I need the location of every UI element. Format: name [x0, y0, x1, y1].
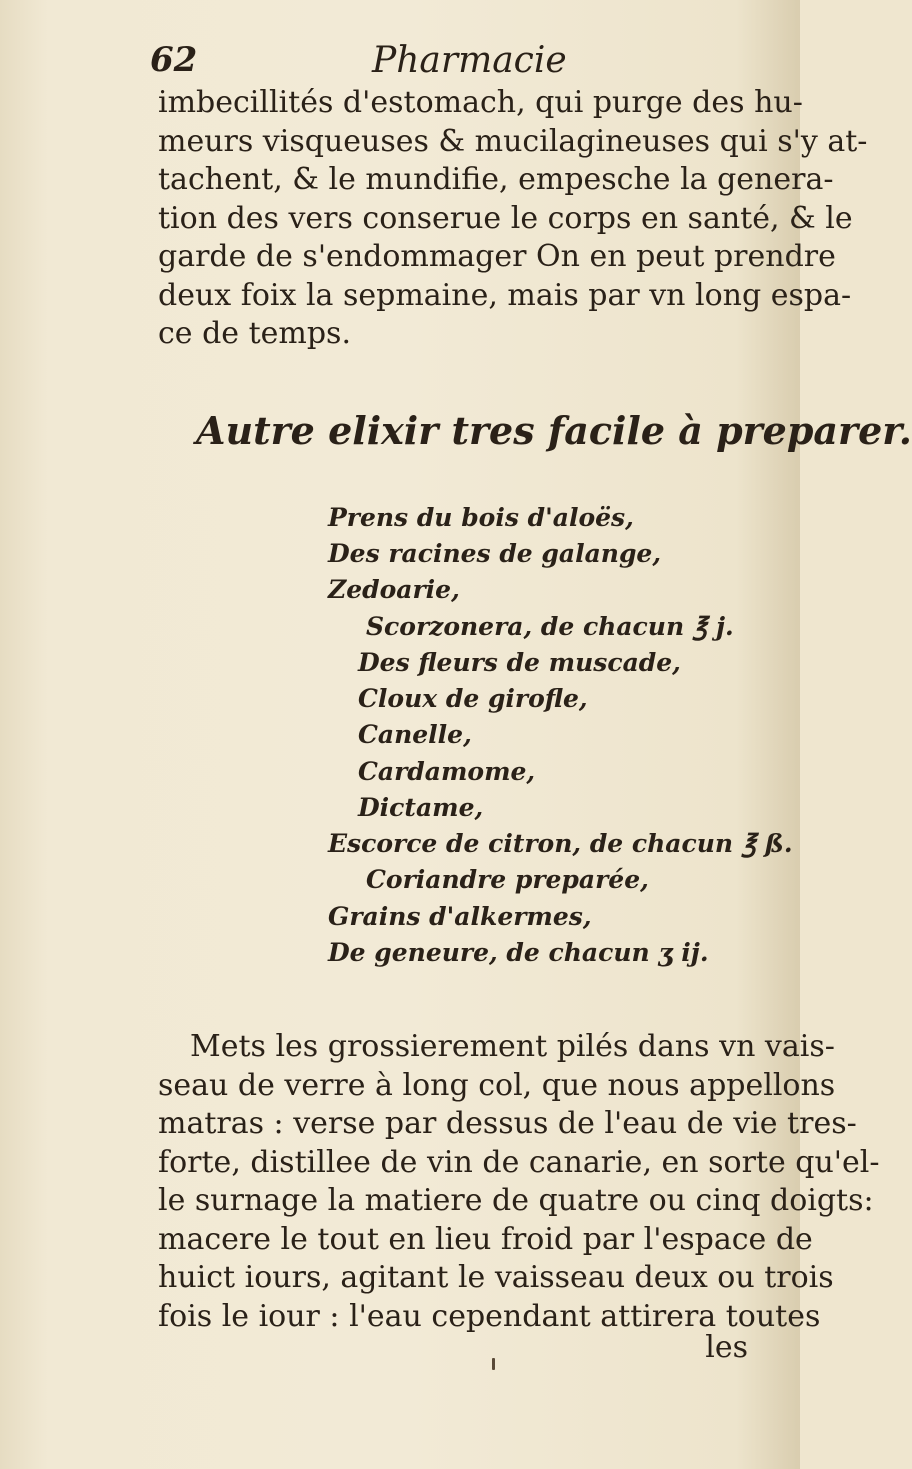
ingredient-line: Grains d'alkermes, [328, 902, 592, 931]
ingredient-line: Cloux de girofle, [358, 684, 588, 713]
ingredient-line: Cardamome, [358, 757, 536, 786]
running-head: Pharmacie [372, 40, 567, 81]
text-line: meurs visqueuses & mucilagineuses qui s'y at- [158, 123, 868, 159]
text-line: macere le tout en lieu froid par l'espace de [158, 1221, 813, 1257]
ingredient-line: Escorce de citron, de chacun ℥ ß. [328, 829, 793, 858]
ingredient-line: Coriandre preparée, [366, 865, 649, 894]
ingredient-line: Scorzonera, de chacun ℥ j. [366, 612, 734, 641]
text-line: ce de temps. [158, 316, 351, 351]
text-line: deux foix la sepmaine, mais par vn long espa- [158, 277, 852, 313]
ink-mark [492, 1358, 495, 1370]
text-line: tachent, & le mundifie, empesche la genera- [158, 162, 834, 197]
page-header [150, 40, 650, 90]
text-line: tion des vers conserue le corps en santé, & le [158, 200, 853, 236]
ingredient-line: Prens du bois d'aloës, [328, 503, 634, 532]
text-line: garde de s'endommager On en peut prendre [158, 239, 836, 274]
ingredient-line: Zedoarie, [328, 575, 460, 604]
text-line: fois le iour : l'eau cependant attirera toutes [158, 1298, 821, 1334]
page-number: 62 [150, 40, 198, 80]
ingredient-line: Des fleurs de muscade, [358, 648, 681, 677]
ingredient-line: Des racines de galange, [328, 539, 662, 568]
ingredient-line: Dictame, [358, 793, 484, 822]
text-line: seau de verre à long col, que nous appellons [158, 1067, 836, 1103]
text-line: huict iours, agitant le vaisseau deux ou trois [158, 1260, 834, 1295]
text-line: matras : verse par dessus de l'eau de vie tres- [158, 1106, 857, 1141]
paragraph-2 [158, 1028, 880, 1336]
recipe-heading: Autre elixir tres facile à preparer. [196, 408, 912, 453]
text-line: le surnage la matiere de quatre ou cinq doigts: [158, 1183, 874, 1218]
text-line: Mets les grossierement pilés dans vn vais- [190, 1029, 835, 1064]
ingredient-line: De geneure, de chacun ʒ ij. [328, 938, 709, 967]
ingredient-line: Canelle, [358, 720, 472, 749]
paragraph-1 [158, 84, 868, 354]
text-line: forte, distillee de vin de canarie, en sorte qu'el- [158, 1144, 880, 1180]
text-line: imbecillités d'estomach, qui purge des hu- [158, 85, 803, 120]
catchword: les [705, 1330, 748, 1365]
